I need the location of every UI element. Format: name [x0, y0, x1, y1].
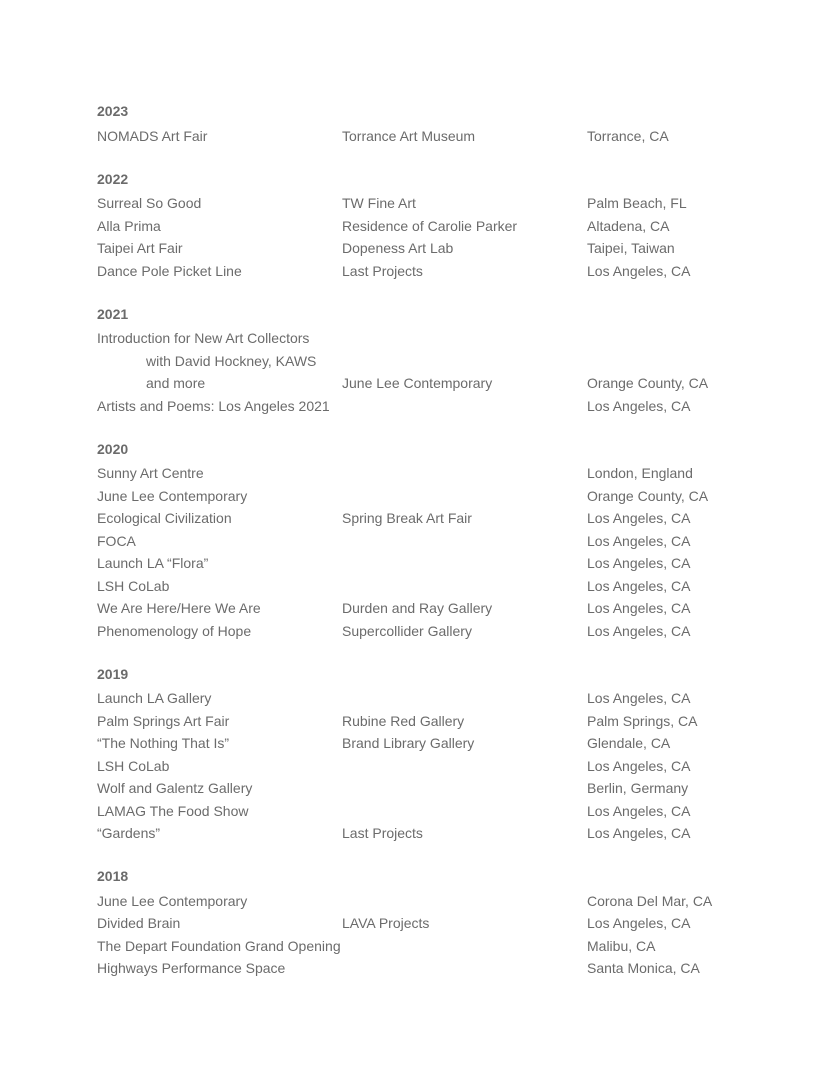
exhibition-venue: Last Projects	[342, 262, 423, 279]
exhibition-title: Phenomenology of Hope	[97, 622, 252, 639]
exhibition-row	[97, 755, 777, 778]
year-section	[97, 867, 777, 980]
exhibition-venue: Residence of Carolie Parker	[342, 217, 518, 234]
year-section	[97, 665, 777, 845]
exhibition-row	[97, 957, 777, 980]
exhibition-row	[97, 327, 777, 350]
exhibition-row	[97, 822, 777, 845]
exhibition-location: Los Angeles, CA	[587, 555, 691, 571]
exhibition-row	[97, 800, 777, 823]
year-section	[97, 102, 777, 147]
exhibition-title: “The Nothing That Is”	[97, 735, 230, 751]
exhibition-row	[97, 237, 777, 260]
exhibition-location: Palm Beach, FL	[587, 195, 687, 211]
exhibition-venue: LAVA Projects	[342, 915, 430, 931]
exhibition-venue: Spring Break Art Fair	[342, 510, 472, 526]
exhibition-row	[97, 597, 777, 620]
exhibition-location: Los Angeles, CA	[587, 757, 691, 774]
exhibition-venue: June Lee Contemporary	[342, 375, 493, 391]
year-heading: 2019	[97, 665, 129, 682]
exhibition-row	[97, 215, 777, 238]
exhibition-venue: Dopeness Art Lab	[342, 240, 454, 256]
exhibition-title: with David Hockney, KAWS	[146, 352, 317, 369]
exhibition-title: Surreal So Good	[97, 195, 202, 211]
exhibition-location: Glendale, CA	[587, 735, 671, 751]
exhibition-venue: Rubine Red Gallery	[342, 712, 465, 729]
exhibition-row	[97, 372, 777, 395]
exhibition-venue: Torrance Art Museum	[342, 127, 476, 144]
year-heading: 2020	[97, 440, 129, 457]
exhibition-location: Corona Del Mar, CA	[587, 892, 713, 909]
exhibition-location: Los Angeles, CA	[587, 577, 691, 594]
exhibition-location: Torrance, CA	[587, 127, 669, 144]
exhibition-row	[97, 192, 777, 215]
exhibition-venue: TW Fine Art	[342, 195, 416, 211]
exhibition-location: Taipei, Taiwan	[587, 240, 675, 256]
exhibition-venue: Supercollider Gallery	[342, 622, 472, 639]
exhibition-title: The Depart Foundation Grand Opening	[97, 937, 341, 954]
exhibition-row	[97, 575, 777, 598]
exhibition-location: Los Angeles, CA	[587, 600, 691, 616]
exhibition-title: Ecological Civilization	[97, 510, 232, 526]
exhibition-row	[97, 350, 777, 373]
exhibition-row	[97, 260, 777, 283]
exhibition-title: NOMADS Art Fair	[97, 127, 208, 144]
exhibition-row	[97, 530, 777, 553]
exhibition-location: Los Angeles, CA	[587, 690, 691, 706]
exhibition-row	[97, 620, 777, 643]
exhibition-title: LSH CoLab	[97, 757, 170, 774]
exhibition-title: Alla Prima	[97, 217, 161, 234]
exhibition-location: Los Angeles, CA	[587, 825, 691, 841]
exhibition-venue: Last Projects	[342, 825, 423, 841]
exhibition-title: Launch LA “Flora”	[97, 555, 209, 571]
exhibition-location: Los Angeles, CA	[587, 802, 691, 819]
exhibition-title: Artists and Poems: Los Angeles 2021	[97, 397, 330, 414]
exhibition-row	[97, 462, 777, 485]
exhibition-row	[97, 777, 777, 800]
exhibition-venue: Durden and Ray Gallery	[342, 600, 493, 616]
exhibition-title: Highways Performance Space	[97, 960, 286, 976]
exhibition-row	[97, 890, 777, 913]
year-heading: 2022	[97, 170, 129, 187]
exhibition-location: Los Angeles, CA	[587, 397, 691, 414]
year-section	[97, 440, 777, 643]
exhibition-title: Launch LA Gallery	[97, 690, 212, 706]
exhibition-title: and more	[146, 375, 206, 391]
exhibition-title: FOCA	[97, 532, 136, 549]
exhibition-row	[97, 935, 777, 958]
exhibition-venue: Brand Library Gallery	[342, 735, 475, 751]
exhibition-title: Wolf and Galentz Gallery	[97, 780, 253, 796]
exhibition-location: Altadena, CA	[587, 217, 670, 234]
year-heading: 2018	[97, 868, 129, 884]
exhibition-title: Divided Brain	[97, 915, 181, 931]
exhibition-location: Palm Springs, CA	[587, 712, 698, 729]
exhibition-title: We Are Here/Here We Are	[97, 600, 261, 616]
exhibition-location: Orange County, CA	[587, 487, 709, 504]
exhibition-title: “Gardens”	[97, 825, 161, 841]
exhibition-row	[97, 710, 777, 733]
exhibition-location: Los Angeles, CA	[587, 262, 691, 279]
exhibition-row	[97, 732, 777, 755]
exhibition-row	[97, 485, 777, 508]
exhibition-title: Taipei Art Fair	[97, 240, 183, 256]
exhibition-row	[97, 912, 777, 935]
exhibition-row	[97, 552, 777, 575]
exhibition-title: June Lee Contemporary	[97, 892, 248, 909]
exhibition-row	[97, 395, 777, 418]
exhibition-location: London, England	[587, 465, 693, 481]
exhibition-title: June Lee Contemporary	[97, 487, 248, 504]
exhibition-location: Malibu, CA	[587, 937, 656, 954]
exhibition-title: Palm Springs Art Fair	[97, 712, 230, 729]
year-heading: 2023	[97, 103, 129, 119]
year-section	[97, 170, 777, 283]
exhibition-title: LAMAG The Food Show	[97, 802, 249, 819]
exhibition-row	[97, 125, 777, 148]
exhibition-row	[97, 687, 777, 710]
exhibition-location: Los Angeles, CA	[587, 510, 691, 526]
exhibition-list	[97, 102, 777, 1002]
exhibition-title: Sunny Art Centre	[97, 465, 204, 481]
exhibition-location: Los Angeles, CA	[587, 532, 691, 549]
year-heading: 2021	[97, 305, 129, 322]
exhibition-location: Orange County, CA	[587, 375, 709, 391]
exhibition-title: LSH CoLab	[97, 577, 170, 594]
exhibition-location: Los Angeles, CA	[587, 915, 691, 931]
exhibition-title: Dance Pole Picket Line	[97, 262, 242, 279]
exhibition-title: Introduction for New Art Collectors	[97, 330, 310, 346]
year-section	[97, 305, 777, 418]
exhibition-location: Santa Monica, CA	[587, 960, 700, 976]
exhibition-location: Los Angeles, CA	[587, 622, 691, 639]
exhibition-location: Berlin, Germany	[587, 780, 689, 796]
exhibition-row	[97, 507, 777, 530]
